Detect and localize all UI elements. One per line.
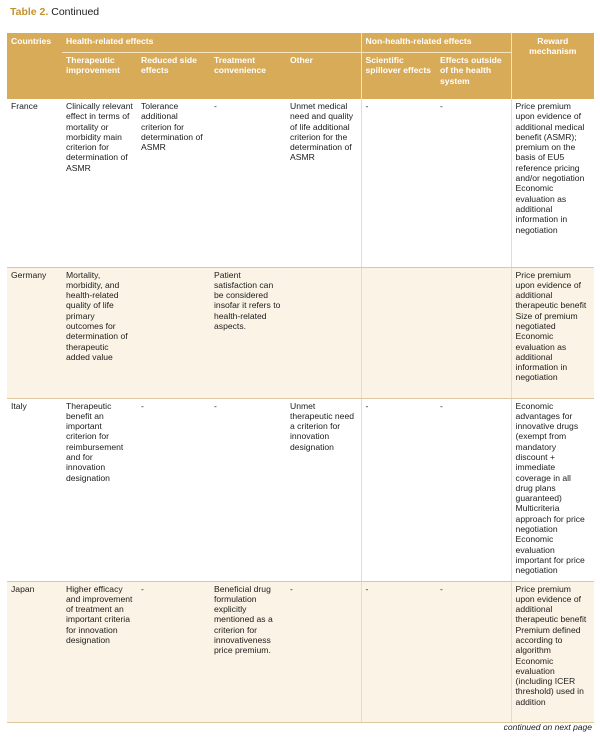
- header-therapeutic: Therapeutic improvement: [62, 53, 137, 100]
- cell-convenience: -: [210, 99, 286, 267]
- table-caption: [10, 6, 99, 19]
- cell-outside: -: [436, 99, 511, 267]
- cell-country: Germany: [7, 267, 62, 398]
- table-label: Table 2.: [10, 6, 49, 18]
- cell-other: Unmet medical need and quality of life additional criterion for the determination of ASMR: [286, 99, 361, 267]
- table-row-germany: [7, 267, 594, 398]
- header-convenience: Treatment convenience: [210, 53, 286, 100]
- cell-reward: Price premium upon evidence of additional medical benefit (ASMR); premium on the basis of EU5 reference pricing and/or negotiation Economic evaluation as additional information in negotiation: [511, 99, 594, 267]
- cell-spillover: -: [361, 398, 436, 581]
- cell-other: [286, 267, 361, 398]
- cell-therapeutic: Mortality, morbidity, and health-related quality of life primary outcomes for determination of therapeutic added value: [62, 267, 137, 398]
- continued-note: continued on next page: [503, 722, 592, 732]
- table-row-japan: [7, 581, 594, 722]
- table-caption-text: Continued: [51, 6, 100, 18]
- header-other: Other: [286, 53, 361, 100]
- cell-outside: -: [436, 581, 511, 722]
- cell-therapeutic: Higher efficacy and improvement of treatment an important criteria for innovation designation: [62, 581, 137, 722]
- header-spillover: Scientific spillover effects: [361, 53, 436, 100]
- cell-convenience: Beneficial drug formulation explicitly mentioned as a criterion for innovativeness price premium.: [210, 581, 286, 722]
- cell-country: Italy: [7, 398, 62, 581]
- cell-outside: [436, 267, 511, 398]
- table-row-france: [7, 99, 594, 267]
- cell-spillover: -: [361, 99, 436, 267]
- header-nonhealth-group: Non-health-related effects: [361, 33, 511, 53]
- cell-therapeutic: Therapeutic benefit an important criterion for reimbursement and for innovation designation: [62, 398, 137, 581]
- cell-convenience: Patient satisfaction can be considered insofar it refers to health-related aspects.: [210, 267, 286, 398]
- cell-country: France: [7, 99, 62, 267]
- cell-side-effects: Tolerance additional criterion for determination of ASMR: [137, 99, 210, 267]
- header-countries: Countries: [7, 33, 62, 99]
- table-row-italy: [7, 398, 594, 581]
- cell-therapeutic: Clinically relevant effect in terms of mortality or morbidity main criterion for determination of ASMR: [62, 99, 137, 267]
- cell-spillover: -: [361, 581, 436, 722]
- header-side-effects: Reduced side effects: [137, 53, 210, 100]
- cell-other: -: [286, 581, 361, 722]
- cell-convenience: -: [210, 398, 286, 581]
- cell-spillover: [361, 267, 436, 398]
- header-reward: Reward mechanism: [511, 33, 594, 99]
- cell-outside: -: [436, 398, 511, 581]
- comparison-table: [7, 33, 594, 723]
- header-health-group: Health-related effects: [62, 33, 361, 53]
- cell-reward: Economic advantages for innovative drugs (exempt from mandatory discount + immediate coverage in all drug plans guaranteed) Multicriteria approach for price negotiation Economic evaluation important for price negotiation: [511, 398, 594, 581]
- cell-country: Japan: [7, 581, 62, 722]
- cell-side-effects: -: [137, 398, 210, 581]
- cell-side-effects: [137, 267, 210, 398]
- cell-reward: Price premium upon evidence of additional therapeutic benefit Size of premium negotiated Economic evaluation as additional information in negotiation: [511, 267, 594, 398]
- header-outside: Effects outside of the health system: [436, 53, 511, 100]
- cell-side-effects: -: [137, 581, 210, 722]
- cell-other: Unmet therapeutic need a criterion for innovation designation: [286, 398, 361, 581]
- cell-reward: Price premium upon evidence of additional therapeutic benefit Premium defined according to algorithm Economic evaluation (including ICER threshold) used in addition: [511, 581, 594, 722]
